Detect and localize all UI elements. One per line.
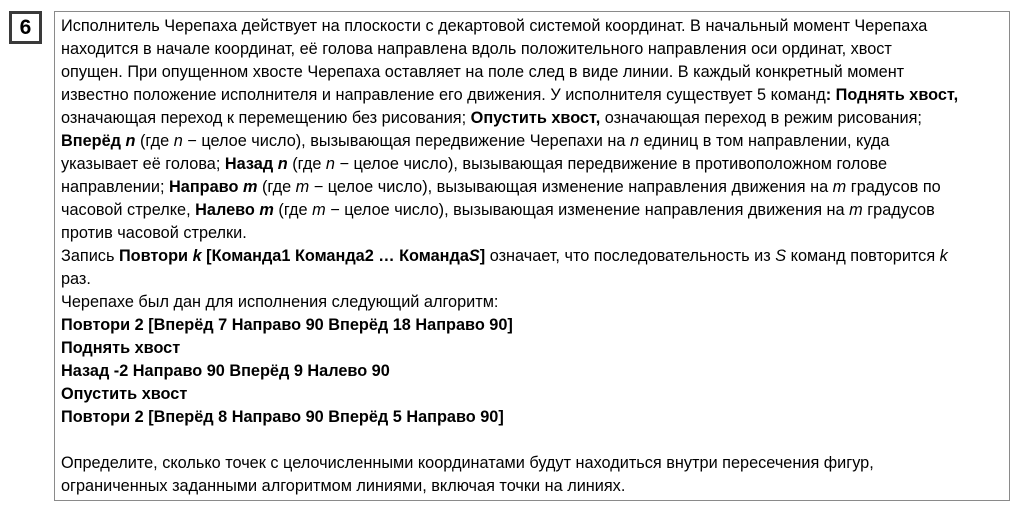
intro-text: означающая переход в режим рисования; — [600, 109, 922, 127]
command-repeat-body: [Команда1 Команда2 … Команда — [201, 247, 469, 265]
task-number-badge: 6 — [9, 11, 42, 44]
intro-line-7 — [61, 153, 1009, 176]
intro-text: направлении; — [61, 178, 170, 196]
algorithm-line: Повтори 2 [Вперёд 7 Направо 90 Вперёд 18 Направо 90] — [61, 316, 513, 334]
param-m: m — [259, 201, 274, 219]
param-n: n — [277, 155, 288, 173]
param-s: S — [468, 247, 480, 265]
repeat-note-text: Запись — [61, 247, 119, 265]
intro-text: градусов по — [846, 178, 941, 196]
algorithm-line: Назад -2 Направо 90 Вперёд 9 Налево 90 — [61, 362, 390, 380]
intro-text: указывает её голова; — [61, 155, 225, 173]
intro-text: − целое число), вызывающая изменение направления движения на — [309, 178, 833, 196]
intro-line-1: Исполнитель Черепаха действует на плоскости с декартовой системой координат. В начальный момент Черепаха — [61, 17, 928, 35]
intro-text: − целое число), вызывающая передвижение в противоположном голове — [334, 155, 888, 173]
param-m: m — [295, 178, 310, 196]
algorithm-line: Опустить хвост — [61, 385, 188, 403]
blank-line — [61, 429, 1009, 452]
intro-text: часовой стрелке, — [61, 201, 196, 219]
command-pen-down: Опустить хвост, — [470, 109, 601, 127]
command-repeat: Повтори — [118, 247, 193, 265]
repeat-note-line-2: раз. — [61, 270, 91, 288]
command-right: Направо — [169, 178, 243, 196]
param-n: n — [629, 132, 640, 150]
repeat-note-text: означает, что последовательность из — [485, 247, 776, 265]
intro-text: градусов — [862, 201, 935, 219]
intro-line-6 — [61, 130, 1009, 153]
repeat-note-line-1 — [61, 245, 1009, 268]
intro-text: (где — [287, 155, 326, 173]
intro-text: единиц в том направлении, куда — [639, 132, 890, 150]
command-repeat-close: ] — [479, 247, 486, 265]
intro-line-3: опущен. При опущенном хвосте Черепаха оставляет на поле след в виде линии. В каждый конкретный момент — [61, 63, 905, 81]
question-line-2: ограниченных заданными алгоритмом линиями, включая точки на линиях. — [61, 477, 626, 495]
intro-text: (где — [273, 201, 313, 219]
param-m: m — [849, 201, 863, 219]
param-k: k — [192, 247, 202, 265]
param-n: n — [173, 132, 183, 150]
param-m: m — [242, 178, 258, 196]
algorithm-line: Поднять хвост — [61, 339, 181, 357]
param-k: k — [939, 247, 948, 265]
intro-text: (где — [257, 178, 296, 196]
intro-line-5 — [61, 107, 1009, 130]
intro-line-4 — [61, 84, 1009, 107]
intro-line-9 — [61, 199, 1009, 222]
intro-line-8 — [61, 176, 1009, 199]
intro-line-2: находится в начале координат, её голова направлена вдоль положительного направления оси ординат, хвост — [61, 40, 892, 58]
intro-text: означающая переход к перемещению без рисования; — [61, 109, 471, 127]
intro-text: − целое число), вызывающая передвижение Черепахи на — [182, 132, 630, 150]
algorithm-line: Повтори 2 [Вперёд 8 Направо 90 Вперёд 5 Направо 90] — [61, 408, 504, 426]
intro-line-10: против часовой стрелки. — [61, 224, 247, 242]
algorithm-intro: Черепахе был дан для исполнения следующий алгоритм: — [61, 293, 499, 311]
repeat-note-text: команд повторится — [786, 247, 940, 265]
question-line-1: Определите, сколько точек с целочисленными координатами будут находиться внутри пересечения фигур, — [61, 454, 874, 472]
param-m: m — [832, 178, 847, 196]
param-n: n — [125, 132, 136, 150]
intro-text: известно положение исполнителя и направление его движения. У исполнителя существует 5 команд — [61, 86, 826, 104]
task-text-box — [54, 11, 1010, 501]
command-left: Налево — [195, 201, 260, 219]
command-forward: Вперёд — [61, 132, 126, 150]
param-n: n — [325, 155, 335, 173]
intro-text: (где — [135, 132, 174, 150]
param-m: m — [312, 201, 326, 219]
command-back: Назад — [224, 155, 278, 173]
param-s: S — [775, 247, 787, 265]
intro-text: − целое число), вызывающая изменение направления движения на — [325, 201, 850, 219]
command-pen-up: : Поднять хвост, — [825, 86, 959, 104]
